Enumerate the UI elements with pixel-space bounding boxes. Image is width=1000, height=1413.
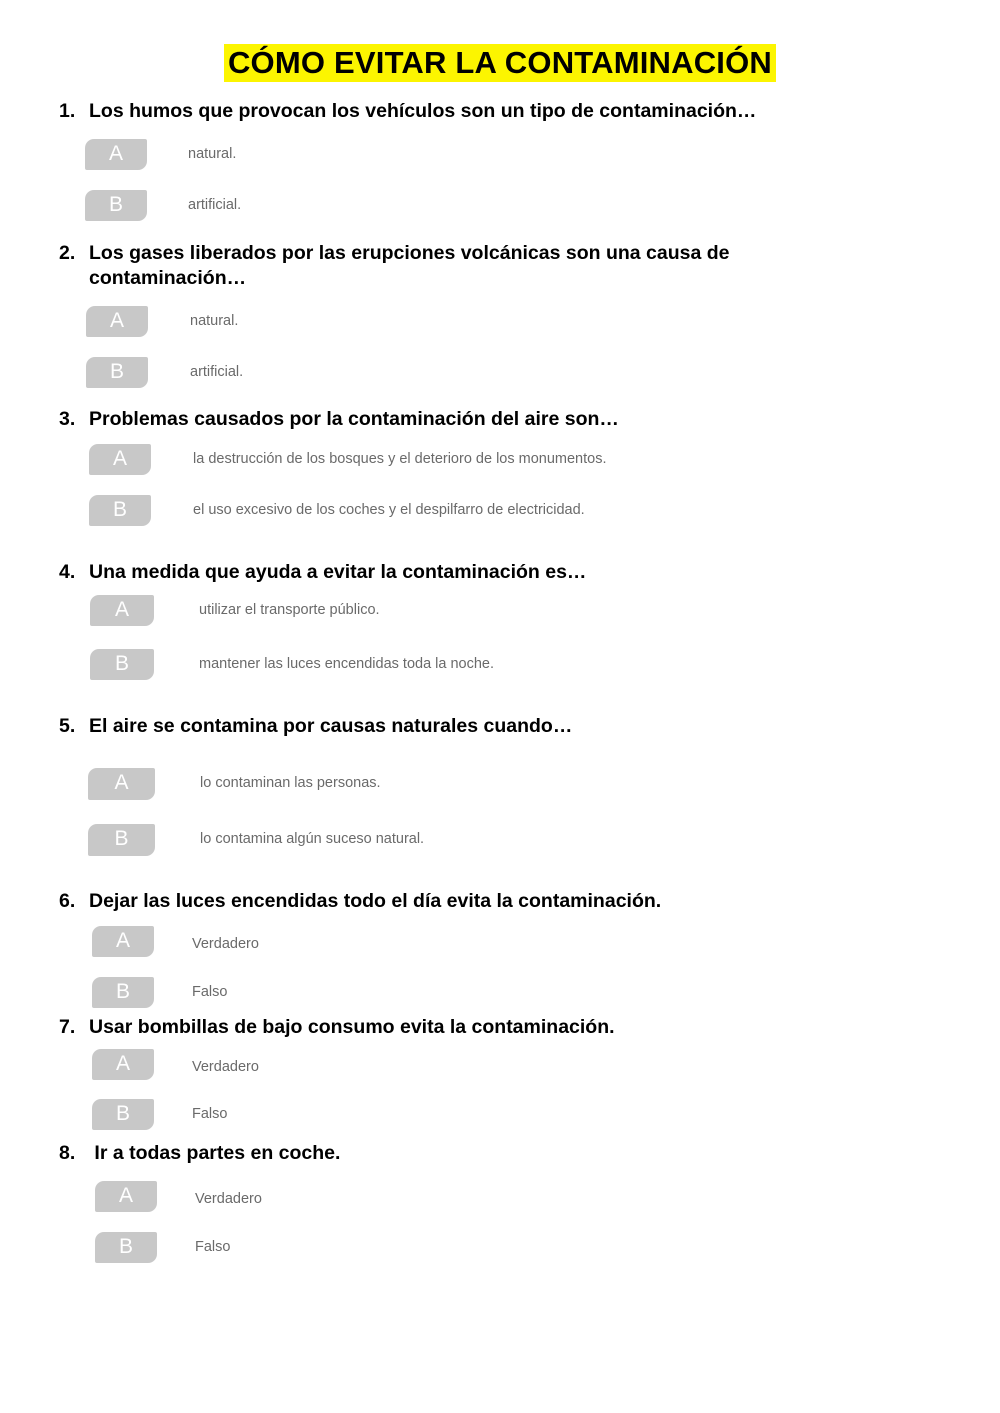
question-4 xyxy=(59,560,959,585)
option-button[interactable]: A xyxy=(86,306,148,337)
question-5 xyxy=(59,714,959,739)
option-text: Falso xyxy=(192,1106,228,1122)
question-7 xyxy=(59,1015,959,1040)
page-title: CÓMO EVITAR LA CONTAMINACIÓN xyxy=(224,44,776,82)
question-text: Dejar las luces encendidas todo el día evita la contaminación. xyxy=(89,890,662,912)
option-text: Verdadero xyxy=(192,936,259,952)
option-button[interactable]: A xyxy=(88,768,155,800)
option-button[interactable]: B xyxy=(89,495,151,526)
question-2 xyxy=(59,241,779,291)
question-number: 7. xyxy=(59,1016,76,1038)
option-button[interactable]: B xyxy=(95,1232,157,1263)
option-button[interactable]: B xyxy=(85,190,147,221)
option-button[interactable]: B xyxy=(86,357,148,388)
option-text: artificial. xyxy=(188,197,242,213)
question-6 xyxy=(59,889,959,914)
option-text: Falso xyxy=(195,1239,231,1255)
option-button[interactable]: A xyxy=(92,1049,154,1080)
question-number: 6. xyxy=(59,890,76,912)
question-text: Usar bombillas de bajo consumo evita la contaminación. xyxy=(89,1016,615,1038)
question-text: Problemas causados por la contaminación del aire son… xyxy=(89,408,619,430)
option-text: Verdadero xyxy=(192,1059,259,1075)
option-text: el uso excesivo de los coches y el despilfarro de electricidad. xyxy=(193,502,585,518)
option-text: lo contamina algún suceso natural. xyxy=(200,831,425,847)
option-button[interactable]: A xyxy=(89,444,151,475)
option-text: la destrucción de los bosques y el deterioro de los monumentos. xyxy=(193,451,607,467)
option-button[interactable]: A xyxy=(92,926,154,957)
title-container xyxy=(0,44,1000,82)
option-text: lo contaminan las personas. xyxy=(200,775,381,791)
option-button[interactable]: B xyxy=(88,824,155,856)
question-text: Una medida que ayuda a evitar la contaminación es… xyxy=(89,561,587,583)
question-8 xyxy=(59,1141,959,1166)
option-text: mantener las luces encendidas toda la noche. xyxy=(199,656,495,672)
question-text: El aire se contamina por causas naturales cuando… xyxy=(89,715,573,737)
option-button[interactable]: B xyxy=(92,1099,154,1130)
question-3 xyxy=(59,407,959,432)
question-text: Los humos que provocan los vehículos son un tipo de contaminación… xyxy=(89,100,757,122)
option-text: Falso xyxy=(192,984,228,1000)
option-text: utilizar el transporte público. xyxy=(199,602,380,618)
question-number: 2. xyxy=(59,242,76,264)
option-button[interactable]: B xyxy=(90,649,154,680)
option-text: artificial. xyxy=(190,364,244,380)
question-number: 5. xyxy=(59,715,76,737)
option-text: natural. xyxy=(190,313,239,329)
option-text: natural. xyxy=(188,146,237,162)
question-number: 8. xyxy=(59,1142,76,1164)
option-button[interactable]: A xyxy=(90,595,154,626)
question-number: 1. xyxy=(59,100,76,122)
question-text: Ir a todas partes en coche. xyxy=(89,1142,341,1164)
option-button[interactable]: A xyxy=(85,139,147,170)
question-text: Los gases liberados por las erupciones volcánicas son una causa de contaminación… xyxy=(89,242,730,289)
question-number: 3. xyxy=(59,408,76,430)
option-button[interactable]: B xyxy=(92,977,154,1008)
question-1 xyxy=(59,99,959,124)
question-number: 4. xyxy=(59,561,76,583)
option-button[interactable]: A xyxy=(95,1181,157,1212)
option-text: Verdadero xyxy=(195,1191,262,1207)
